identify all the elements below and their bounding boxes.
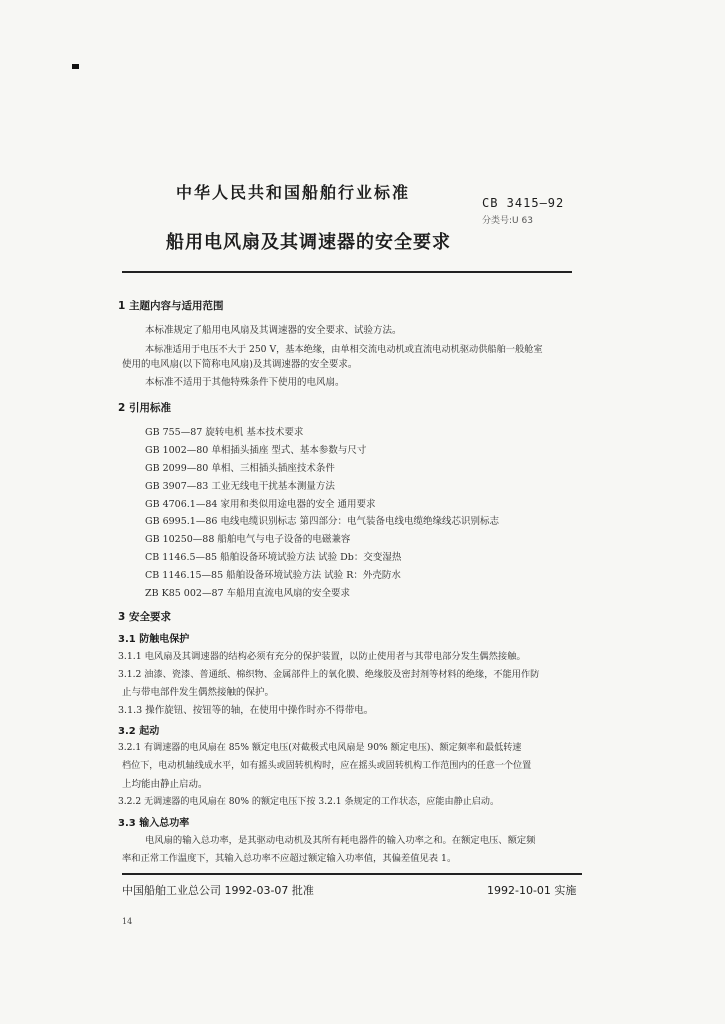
clause-line: 档位下，电动机轴线成水平，如有摇头或固转机构时，应在摇头或固转机构工作范围内的任意一个位置 [122,761,532,771]
clause-line: 3.1.1 电风扇及其调速器的结构必须有充分的保护装置，以防止使用者与其带电部分发生偶然接触。 [118,651,526,662]
approval-info: 中国船舶工业总公司 1992-03-07 批准 [122,884,314,897]
reference-item: GB 6995.1—86 电线电缆识别标志 第四部分：电气装备电线电缆绝缘线芯识别标志 [145,516,499,527]
footer-rule [122,873,582,875]
section-1-para: 本标准不适用于其他特殊条件下使用的电风扇。 [145,377,345,388]
page-number: 14 [122,917,133,926]
effective-date: 1992-10-01 实施 [487,884,577,897]
clause-line: 3.1.3 操作旋钮、按钮等的轴，在使用中操作时亦不得带电。 [118,705,374,716]
subsection-3-1-heading: 3.1 防触电保护 [118,634,190,645]
reference-item: CB 1146.15—85 船舶设备环境试验方法 试验 R：外壳防水 [145,570,401,581]
clause-line: 3.1.2 油漆、瓷漆、普通纸、棉织物、金属部件上的氧化膜、绝缘胶及密封剂等材料的绝缘，不能用作防 [118,669,540,680]
scan-mark [72,64,79,69]
subsection-3-2-heading: 3.2 起动 [118,726,160,737]
header-rule [122,271,572,273]
reference-item: ZB K85 002—87 车船用直流电风扇的安全要求 [145,588,351,599]
reference-item: CB 1146.5—85 船舶设备环境试验方法 试验 Db：交变湿热 [145,552,402,563]
clause-line: 3.2.2 无调速器的电风扇在 80% 的额定电压下按 3.2.1 条规定的工作状态，应能由静止启动。 [118,797,500,807]
standard-code: CB 3415—92 [482,196,565,210]
clause-line: 上均能由静止启动。 [122,779,208,790]
section-1-para: 使用的电风扇(以下简称电风扇)及其调速器的安全要求。 [122,359,358,370]
subsection-3-3-heading: 3.3 输入总功率 [118,818,190,829]
classification-number: 分类号:U 63 [482,216,533,226]
reference-item: GB 755—87 旋转电机 基本技术要求 [145,427,304,438]
reference-item: GB 4706.1—84 家用和类似用途电器的安全 通用要求 [145,499,376,510]
clause-line: 止与带电部件发生偶然接触的保护。 [122,687,275,698]
reference-item: GB 3907—83 工业无线电干扰基本测量方法 [145,481,335,492]
section-2-heading: 2 引用标准 [118,402,171,414]
standard-header-title: 中华人民共和国船舶行业标准 [176,183,411,202]
section-1-para: 本标准规定了船用电风扇及其调速器的安全要求、试验方法。 [145,325,402,336]
clause-line: 电风扇的输入总功率，是其驱动电动机及其所有耗电器件的输入功率之和。在额定电压、额定频 [145,835,536,846]
clause-line: 率和正常工作温度下，其输入总功率不应超过额定输入功率值，其偏差值见表 1。 [122,853,457,864]
reference-item: GB 1002—80 单相插头插座 型式、基本参数与尺寸 [145,445,367,456]
clause-line: 3.2.1 有调速器的电风扇在 85% 额定电压(对截极式电风扇是 90% 额定电压)、额定频率和最低转速 [118,743,522,753]
reference-item: GB 10250—88 船舶电气与电子设备的电磁兼容 [145,534,351,545]
section-1-para: 本标准适用于电压不大于 250 V，基本绝缘，由单相交流电动机或直流电动机驱动供船舶一般舱室 [145,344,543,355]
document-title: 船用电风扇及其调速器的安全要求 [166,232,451,253]
reference-item: GB 2099—80 单相、三相插头插座技术条件 [145,463,335,474]
section-3-heading: 3 安全要求 [118,611,171,623]
section-1-heading: 1 主题内容与适用范围 [118,300,224,312]
